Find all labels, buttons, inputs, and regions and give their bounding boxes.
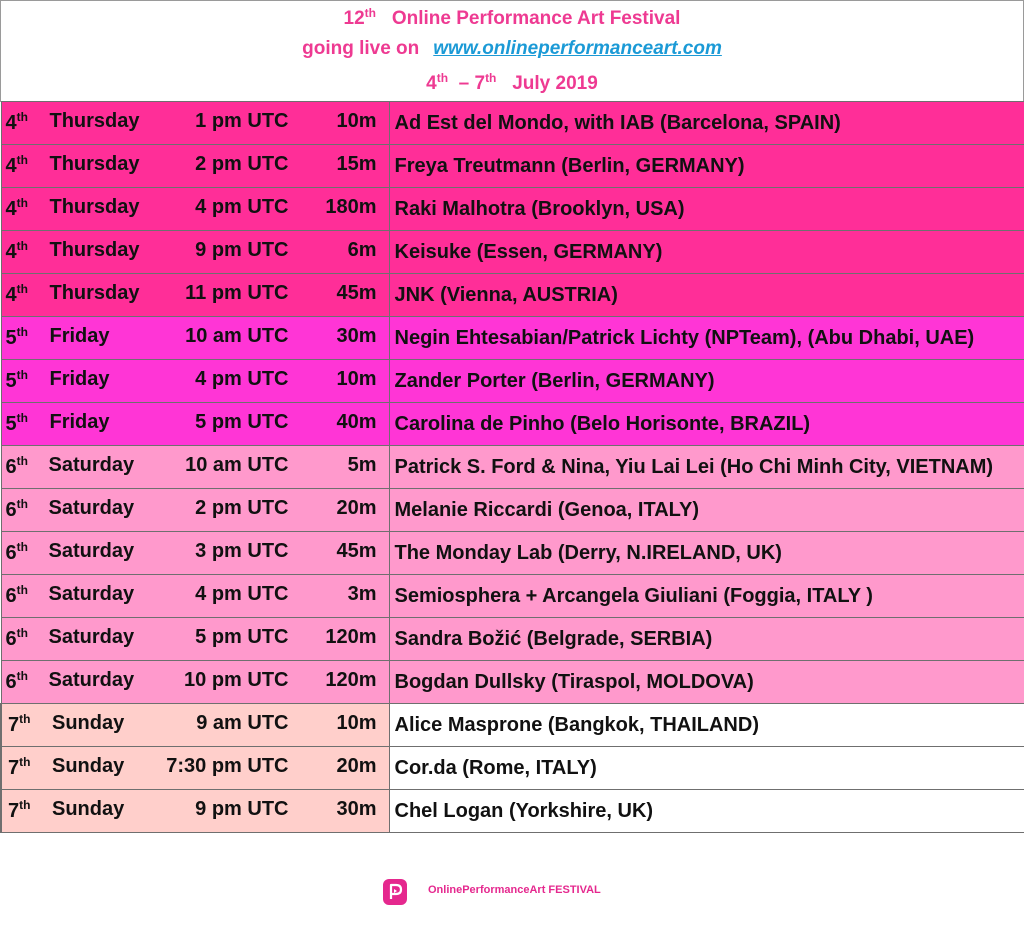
duration: 20m: [336, 497, 377, 519]
performer-cell: [389, 317, 1024, 360]
duration: 6m: [347, 239, 377, 261]
weekday: Thursday: [49, 110, 140, 132]
title-text: Online Performance Art Festival: [391, 8, 681, 29]
performer-cell: [389, 145, 1024, 188]
day-number-value: 4: [5, 155, 17, 177]
performer-cell: [389, 403, 1024, 446]
day-number-value: 6: [5, 628, 17, 650]
start-time: 4 pm UTC: [195, 583, 289, 605]
start-time: 11 pm UTC: [185, 282, 289, 304]
day-number-suffix: th: [16, 454, 28, 468]
duration: 40m: [336, 411, 377, 433]
schedule-row: [1, 489, 1024, 532]
day-number-value: 5: [5, 327, 17, 349]
duration: 5m: [347, 454, 377, 476]
weekday: Saturday: [48, 497, 135, 519]
opa-logo-icon: [383, 879, 407, 905]
performer-name: Melanie Riccardi (Genoa, ITALY): [394, 498, 700, 521]
day-number: [8, 798, 30, 823]
day-number: [6, 325, 28, 350]
day-number: [6, 454, 28, 479]
performer-cell: [389, 532, 1024, 575]
dates-end: – 7: [458, 73, 486, 94]
performer-name: Alice Masprone (Bangkok, THAILAND): [394, 713, 759, 736]
weekday: Thursday: [49, 239, 140, 261]
performer-cell: [389, 360, 1024, 403]
schedule-when-cell: [1, 790, 389, 833]
schedule-table: [0, 101, 1024, 833]
start-time: 2 pm UTC: [195, 153, 289, 175]
live-line: [1, 38, 1023, 60]
performer-name: Sandra Božić (Belgrade, SERBIA): [394, 627, 713, 650]
day-number-value: 7: [8, 714, 20, 736]
schedule-row: [1, 102, 1024, 145]
performer-name: Bogdan Dullsky (Tiraspol, MOLDOVA): [394, 670, 754, 693]
day-number-value: 6: [5, 542, 17, 564]
schedule-row: [1, 317, 1024, 360]
start-time: 4 pm UTC: [195, 368, 289, 390]
schedule-when-cell: [1, 532, 389, 575]
performer-cell: [389, 446, 1024, 489]
weekday: Sunday: [52, 798, 125, 820]
day-number-value: 6: [5, 456, 17, 478]
day-number-value: 5: [5, 370, 17, 392]
day-number-value: 4: [5, 112, 17, 134]
festival-url-link[interactable]: www.onlineperformanceart.com: [433, 38, 722, 59]
live-label: going live on: [302, 38, 420, 59]
weekday: Friday: [49, 325, 110, 347]
duration: 3m: [347, 583, 377, 605]
day-number-value: 6: [5, 671, 17, 693]
duration: 20m: [336, 755, 377, 777]
weekday: Saturday: [48, 669, 135, 691]
weekday: Thursday: [49, 196, 140, 218]
schedule-row: [1, 403, 1024, 446]
start-time: 9 pm UTC: [195, 798, 289, 820]
day-number: [6, 282, 28, 307]
dates-start-suffix: th: [436, 71, 449, 85]
performer-name: JNK (Vienna, AUSTRIA): [394, 283, 618, 306]
duration: 30m: [336, 798, 377, 820]
day-number: [6, 626, 28, 651]
weekday: Saturday: [48, 583, 135, 605]
day-number-value: 4: [5, 241, 17, 263]
day-number: [8, 755, 30, 780]
schedule-row: [1, 661, 1024, 704]
title-ordinal: 12: [343, 8, 365, 29]
day-number: [6, 497, 28, 522]
duration: 30m: [336, 325, 377, 347]
schedule-row: [1, 188, 1024, 231]
day-number: [6, 669, 28, 694]
day-number: [6, 196, 28, 221]
schedule-row: [1, 790, 1024, 833]
performer-name: Raki Malhotra (Brooklyn, USA): [394, 197, 685, 220]
schedule-when-cell: [1, 489, 389, 532]
day-number: [8, 712, 30, 737]
day-number-suffix: th: [19, 798, 31, 812]
day-number-suffix: th: [16, 497, 28, 511]
performer-name: Zander Porter (Berlin, GERMANY): [394, 369, 715, 392]
schedule-when-cell: [1, 446, 389, 489]
day-number-value: 5: [5, 413, 17, 435]
performer-cell: [389, 575, 1024, 618]
performer-name: Freya Treutmann (Berlin, GERMANY): [394, 154, 745, 177]
schedule-when-cell: [1, 747, 389, 790]
schedule-when-cell: [1, 661, 389, 704]
day-number-suffix: th: [16, 110, 28, 124]
schedule-when-cell: [1, 704, 389, 747]
day-number-suffix: th: [16, 239, 28, 253]
performer-name: Semiosphera + Arcangela Giuliani (Foggia, ITALY ): [394, 584, 873, 607]
duration: 10m: [336, 110, 377, 132]
start-time: 9 am UTC: [196, 712, 289, 734]
performer-cell: [389, 231, 1024, 274]
duration: 10m: [336, 368, 377, 390]
duration: 10m: [336, 712, 377, 734]
day-number-value: 4: [5, 284, 17, 306]
schedule-when-cell: [1, 618, 389, 661]
weekday: Saturday: [48, 626, 135, 648]
schedule-row: [1, 360, 1024, 403]
day-number-suffix: th: [16, 669, 28, 683]
day-number-suffix: th: [16, 540, 28, 554]
schedule-row: [1, 704, 1024, 747]
schedule-row: [1, 618, 1024, 661]
duration: 120m: [325, 669, 377, 691]
festival-header: [0, 0, 1024, 102]
day-number-suffix: th: [16, 368, 28, 382]
performer-cell: [389, 661, 1024, 704]
schedule-when-cell: [1, 274, 389, 317]
performer-name: Ad Est del Mondo, with IAB (Barcelona, SPAIN): [394, 111, 841, 134]
schedule-when-cell: [1, 188, 389, 231]
day-number: [6, 411, 28, 436]
performer-cell: [389, 618, 1024, 661]
schedule-when-cell: [1, 360, 389, 403]
start-time: 10 am UTC: [185, 454, 289, 476]
day-number: [6, 368, 28, 393]
performer-name: Negin Ehtesabian/Patrick Lichty (NPTeam), (Abu Dhabi, UAE): [394, 326, 975, 349]
day-number: [6, 110, 28, 135]
dates-end-suffix: th: [485, 71, 497, 85]
start-time: 2 pm UTC: [195, 497, 289, 519]
performer-name: The Monday Lab (Derry, N.IRELAND, UK): [394, 541, 782, 564]
day-number: [6, 583, 28, 608]
schedule-row: [1, 231, 1024, 274]
start-time: 4 pm UTC: [195, 196, 289, 218]
performer-cell: [389, 704, 1024, 747]
schedule-when-cell: [1, 102, 389, 145]
day-number-suffix: th: [16, 626, 28, 640]
schedule-row: [1, 747, 1024, 790]
festival-title: [1, 6, 1023, 30]
schedule-when-cell: [1, 317, 389, 360]
duration: 45m: [336, 540, 377, 562]
schedule-row: [1, 532, 1024, 575]
start-time: 5 pm UTC: [195, 626, 289, 648]
day-number-suffix: th: [16, 325, 28, 339]
day-number-suffix: th: [16, 153, 28, 167]
duration: 180m: [325, 196, 377, 218]
performer-cell: [389, 102, 1024, 145]
day-number-suffix: th: [16, 196, 28, 210]
day-number-value: 7: [8, 757, 20, 779]
start-time: 7:30 pm UTC: [166, 755, 289, 777]
duration: 15m: [336, 153, 377, 175]
start-time: 9 pm UTC: [195, 239, 289, 261]
day-number-suffix: th: [16, 583, 28, 597]
footer: [0, 862, 1024, 922]
schedule-row: [1, 274, 1024, 317]
weekday: Saturday: [48, 454, 135, 476]
duration: 45m: [336, 282, 377, 304]
day-number-suffix: th: [16, 282, 28, 296]
schedule-row: [1, 575, 1024, 618]
festival-dates: [1, 71, 1023, 95]
start-time: 5 pm UTC: [195, 411, 289, 433]
day-number-suffix: th: [19, 712, 31, 726]
schedule-when-cell: [1, 403, 389, 446]
performer-name: Carolina de Pinho (Belo Horisonte, BRAZIL): [394, 412, 811, 435]
dates-month: July 2019: [512, 73, 598, 94]
weekday: Saturday: [48, 540, 135, 562]
performer-name: Chel Logan (Yorkshire, UK): [394, 799, 654, 822]
schedule-when-cell: [1, 231, 389, 274]
day-number: [6, 153, 28, 178]
performer-cell: [389, 274, 1024, 317]
weekday: Thursday: [49, 153, 140, 175]
day-number-value: 7: [8, 800, 20, 822]
day-number: [6, 239, 28, 264]
performer-cell: [389, 747, 1024, 790]
start-time: 10 am UTC: [185, 325, 289, 347]
schedule-when-cell: [1, 145, 389, 188]
performer-name: Patrick S. Ford & Nina, Yiu Lai Lei (Ho Chi Minh City, VIETNAM): [394, 455, 994, 478]
weekday: Friday: [49, 411, 110, 433]
performer-name: Keisuke (Essen, GERMANY): [394, 240, 663, 263]
dates-start: 4: [426, 73, 437, 94]
weekday: Friday: [49, 368, 110, 390]
day-number-suffix: th: [19, 755, 31, 769]
performer-cell: [389, 489, 1024, 532]
duration: 120m: [325, 626, 377, 648]
day-number-value: 4: [5, 198, 17, 220]
schedule-when-cell: [1, 575, 389, 618]
schedule-row: [1, 145, 1024, 188]
start-time: 1 pm UTC: [195, 110, 289, 132]
performer-cell: [389, 188, 1024, 231]
weekday: Sunday: [52, 755, 125, 777]
day-number-value: 6: [5, 499, 17, 521]
performer-name: Cor.da (Rome, ITALY): [394, 756, 597, 779]
day-number-suffix: th: [16, 411, 28, 425]
schedule-row: [1, 446, 1024, 489]
title-ordinal-suffix: th: [364, 6, 376, 20]
weekday: Sunday: [52, 712, 125, 734]
footer-logo-text: OnlinePerformanceArt FESTIVAL: [428, 884, 601, 896]
performer-cell: [389, 790, 1024, 833]
start-time: 3 pm UTC: [195, 540, 289, 562]
start-time: 10 pm UTC: [184, 669, 289, 691]
day-number-value: 6: [5, 585, 17, 607]
weekday: Thursday: [49, 282, 140, 304]
day-number: [6, 540, 28, 565]
